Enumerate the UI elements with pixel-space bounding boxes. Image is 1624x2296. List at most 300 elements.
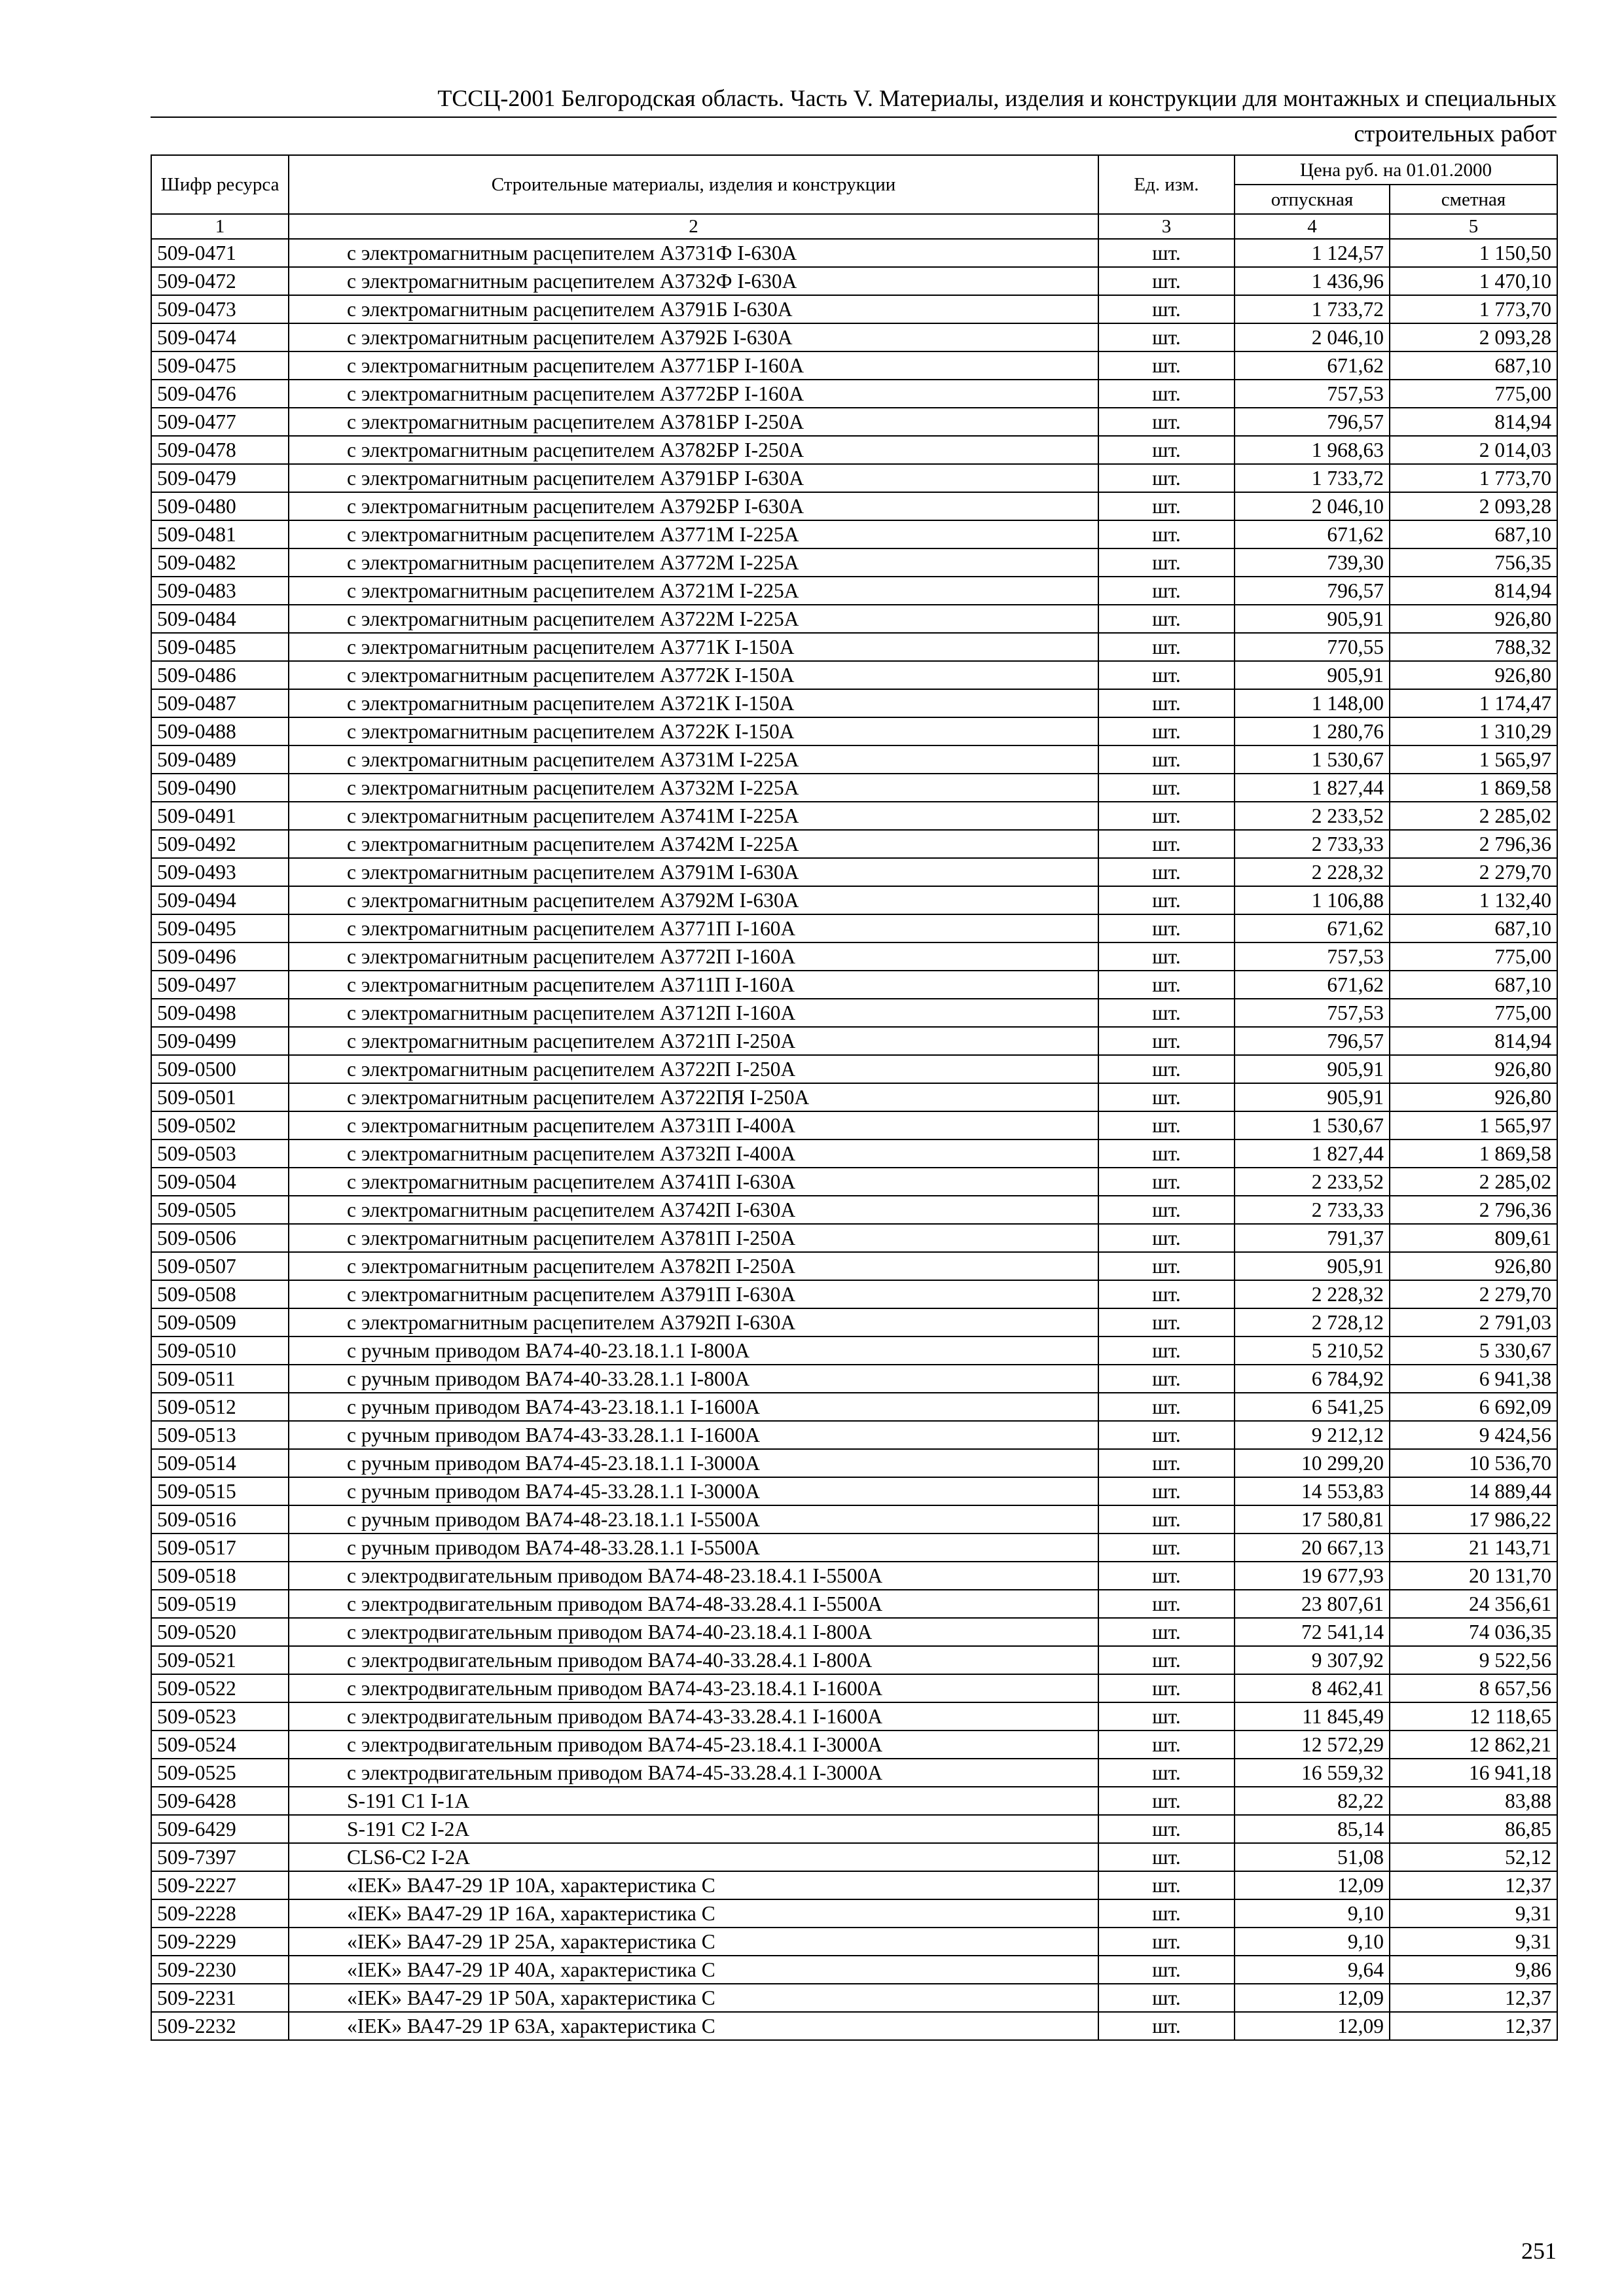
unit-cell: шт. — [1098, 1562, 1235, 1590]
price-table-body — [151, 239, 1557, 2040]
resource-code-cell: 509-0521 — [151, 1646, 289, 1674]
estimate-price-cell: 687,10 — [1390, 971, 1557, 999]
release-price-cell: 1 530,67 — [1235, 1111, 1390, 1139]
material-name-cell: «IEK» ВА47-29 1Р 63А, характеристика С — [289, 2012, 1098, 2040]
material-name-cell: с электродвигательным приводом ВА74-48-33.28.4.1 I-5500А — [289, 1590, 1098, 1618]
estimate-price-cell: 74 036,35 — [1390, 1618, 1557, 1646]
table-row — [151, 1815, 1557, 1843]
material-name-cell: с ручным приводом ВА74-48-33.28.1.1 I-5500А — [289, 1534, 1098, 1562]
table-row — [151, 942, 1557, 971]
unit-cell: шт. — [1098, 1956, 1235, 1984]
estimate-price-cell: 5 330,67 — [1390, 1336, 1557, 1365]
table-row — [151, 661, 1557, 689]
material-name-cell: с электродвигательным приводом ВА74-43-23.18.4.1 I-1600А — [289, 1674, 1098, 1702]
unit-cell: шт. — [1098, 1055, 1235, 1083]
estimate-price-cell: 814,94 — [1390, 1027, 1557, 1055]
estimate-price-cell: 52,12 — [1390, 1843, 1557, 1871]
resource-code-cell: 509-7397 — [151, 1843, 289, 1871]
material-name-cell: с ручным приводом ВА74-40-33.28.1.1 I-800А — [289, 1365, 1098, 1393]
table-row — [151, 1027, 1557, 1055]
table-row — [151, 464, 1557, 492]
material-name-cell: с электромагнитным расцепителем А3771П I-160А — [289, 914, 1098, 942]
resource-code-cell: 509-0515 — [151, 1477, 289, 1505]
unit-cell: шт. — [1098, 323, 1235, 351]
table-row — [151, 1731, 1557, 1759]
unit-cell: шт. — [1098, 436, 1235, 464]
estimate-price-cell: 17 986,22 — [1390, 1505, 1557, 1534]
release-price-cell: 9 307,92 — [1235, 1646, 1390, 1674]
unit-cell: шт. — [1098, 802, 1235, 830]
table-row — [151, 520, 1557, 548]
resource-code-cell: 509-2231 — [151, 1984, 289, 2012]
material-name-cell: с электромагнитным расцепителем А3772М I-225А — [289, 548, 1098, 577]
resource-code-cell: 509-0523 — [151, 1702, 289, 1731]
estimate-price-cell: 12,37 — [1390, 2012, 1557, 2040]
material-name-cell: «IEK» ВА47-29 1Р 10А, характеристика С — [289, 1871, 1098, 1899]
release-price-cell: 1 968,63 — [1235, 436, 1390, 464]
unit-cell: шт. — [1098, 1759, 1235, 1787]
resource-code-cell: 509-0512 — [151, 1393, 289, 1421]
estimate-price-cell: 12,37 — [1390, 1871, 1557, 1899]
unit-cell: шт. — [1098, 1393, 1235, 1421]
unit-cell: шт. — [1098, 1590, 1235, 1618]
header-rule — [151, 117, 1557, 118]
release-price-cell: 12,09 — [1235, 1871, 1390, 1899]
release-price-cell: 791,37 — [1235, 1224, 1390, 1252]
estimate-price-cell: 1 773,70 — [1390, 295, 1557, 323]
estimate-price-cell: 775,00 — [1390, 380, 1557, 408]
release-price-cell: 739,30 — [1235, 548, 1390, 577]
unit-cell: шт. — [1098, 661, 1235, 689]
unit-cell: шт. — [1098, 971, 1235, 999]
resource-code-cell: 509-0482 — [151, 548, 289, 577]
estimate-price-cell: 6 941,38 — [1390, 1365, 1557, 1393]
material-name-cell: с электродвигательным приводом ВА74-43-33.28.4.1 I-1600А — [289, 1702, 1098, 1731]
unit-cell: шт. — [1098, 1224, 1235, 1252]
material-name-cell: с электродвигательным приводом ВА74-40-23.18.4.1 I-800А — [289, 1618, 1098, 1646]
material-name-cell: S-191 C2 I-2А — [289, 1815, 1098, 1843]
unit-cell: шт. — [1098, 492, 1235, 520]
table-row — [151, 1336, 1557, 1365]
material-name-cell: с электромагнитным расцепителем А3722ПЯ I-250А — [289, 1083, 1098, 1111]
table-row — [151, 1449, 1557, 1477]
resource-code-cell: 509-0474 — [151, 323, 289, 351]
estimate-price-cell: 926,80 — [1390, 1083, 1557, 1111]
unit-cell: шт. — [1098, 351, 1235, 380]
material-name-cell: с электромагнитным расцепителем А3791БР I-630А — [289, 464, 1098, 492]
release-price-cell: 12,09 — [1235, 1984, 1390, 2012]
estimate-price-cell: 9,31 — [1390, 1899, 1557, 1928]
table-row — [151, 999, 1557, 1027]
release-price-cell: 72 541,14 — [1235, 1618, 1390, 1646]
material-name-cell: с электромагнитным расцепителем А3722П I-250А — [289, 1055, 1098, 1083]
resource-code-cell: 509-0498 — [151, 999, 289, 1027]
estimate-price-cell: 814,94 — [1390, 577, 1557, 605]
estimate-price-cell: 2 791,03 — [1390, 1308, 1557, 1336]
table-row — [151, 1928, 1557, 1956]
table-row — [151, 1956, 1557, 1984]
estimate-price-cell: 9,31 — [1390, 1928, 1557, 1956]
table-row — [151, 1590, 1557, 1618]
price-table — [151, 154, 1558, 2041]
table-row — [151, 858, 1557, 886]
release-price-cell: 2 728,12 — [1235, 1308, 1390, 1336]
unit-cell: шт. — [1098, 830, 1235, 858]
resource-code-cell: 509-0493 — [151, 858, 289, 886]
material-name-cell: с электромагнитным расцепителем А3772К I-150А — [289, 661, 1098, 689]
unit-cell: шт. — [1098, 408, 1235, 436]
release-price-cell: 757,53 — [1235, 999, 1390, 1027]
table-row — [151, 1646, 1557, 1674]
unit-cell: шт. — [1098, 1168, 1235, 1196]
unit-cell: шт. — [1098, 1365, 1235, 1393]
resource-code-cell: 509-0484 — [151, 605, 289, 633]
release-price-cell: 1 827,44 — [1235, 1139, 1390, 1168]
col-header-code: Шифр ресурса — [151, 155, 289, 214]
estimate-price-cell: 21 143,71 — [1390, 1534, 1557, 1562]
table-row — [151, 717, 1557, 745]
resource-code-cell: 509-0520 — [151, 1618, 289, 1646]
table-row — [151, 1843, 1557, 1871]
material-name-cell: с ручным приводом ВА74-40-23.18.1.1 I-800А — [289, 1336, 1098, 1365]
table-row — [151, 689, 1557, 717]
table-row — [151, 1196, 1557, 1224]
resource-code-cell: 509-0500 — [151, 1055, 289, 1083]
material-name-cell: с электромагнитным расцепителем А3782БР I-250А — [289, 436, 1098, 464]
material-name-cell: с электромагнитным расцепителем А3712П I-160А — [289, 999, 1098, 1027]
unit-cell: шт. — [1098, 1815, 1235, 1843]
material-name-cell: с электромагнитным расцепителем А3792М I-630А — [289, 886, 1098, 914]
col-header-unit: Ед. изм. — [1098, 155, 1235, 214]
material-name-cell: с электромагнитным расцепителем А3721М I-225А — [289, 577, 1098, 605]
resource-code-cell: 509-0499 — [151, 1027, 289, 1055]
release-price-cell: 2 046,10 — [1235, 492, 1390, 520]
unit-cell: шт. — [1098, 1280, 1235, 1308]
estimate-price-cell: 1 470,10 — [1390, 267, 1557, 295]
release-price-cell: 10 299,20 — [1235, 1449, 1390, 1477]
unit-cell: шт. — [1098, 1252, 1235, 1280]
resource-code-cell: 509-2230 — [151, 1956, 289, 1984]
material-name-cell: с электромагнитным расцепителем А3721К I-150А — [289, 689, 1098, 717]
estimate-price-cell: 12,37 — [1390, 1984, 1557, 2012]
material-name-cell: с электромагнитным расцепителем А3772БР I-160А — [289, 380, 1098, 408]
table-row — [151, 408, 1557, 436]
material-name-cell: с электромагнитным расцепителем А3791Б I-630А — [289, 295, 1098, 323]
release-price-cell: 905,91 — [1235, 1252, 1390, 1280]
col-header-price: Цена руб. на 01.01.2000 — [1235, 155, 1557, 185]
unit-cell: шт. — [1098, 1843, 1235, 1871]
unit-cell: шт. — [1098, 1646, 1235, 1674]
unit-cell: шт. — [1098, 1477, 1235, 1505]
estimate-price-cell: 9,86 — [1390, 1956, 1557, 1984]
col-header-estimate-price: сметная — [1390, 185, 1557, 214]
resource-code-cell: 509-0489 — [151, 745, 289, 774]
col-header-name: Строительные материалы, изделия и конструкции — [289, 155, 1098, 214]
unit-cell: шт. — [1098, 999, 1235, 1027]
release-price-cell: 9 212,12 — [1235, 1421, 1390, 1449]
estimate-price-cell: 775,00 — [1390, 999, 1557, 1027]
table-row — [151, 1421, 1557, 1449]
estimate-price-cell: 1 150,50 — [1390, 239, 1557, 267]
release-price-cell: 5 210,52 — [1235, 1336, 1390, 1365]
resource-code-cell: 509-0483 — [151, 577, 289, 605]
table-row — [151, 1702, 1557, 1731]
table-row — [151, 239, 1557, 267]
resource-code-cell: 509-0487 — [151, 689, 289, 717]
estimate-price-cell: 24 356,61 — [1390, 1590, 1557, 1618]
release-price-cell: 6 784,92 — [1235, 1365, 1390, 1393]
material-name-cell: с электромагнитным расцепителем А3771К I-150А — [289, 633, 1098, 661]
material-name-cell: с электромагнитным расцепителем А3741М I-225А — [289, 802, 1098, 830]
material-name-cell: CLS6-C2 I-2А — [289, 1843, 1098, 1871]
table-row — [151, 1984, 1557, 2012]
material-name-cell: с электромагнитным расцепителем А3771БР I-160А — [289, 351, 1098, 380]
table-row — [151, 745, 1557, 774]
unit-cell: шт. — [1098, 577, 1235, 605]
estimate-price-cell: 2 093,28 — [1390, 323, 1557, 351]
table-row — [151, 1477, 1557, 1505]
unit-cell: шт. — [1098, 1731, 1235, 1759]
estimate-price-cell: 8 657,56 — [1390, 1674, 1557, 1702]
table-row — [151, 1787, 1557, 1815]
release-price-cell: 796,57 — [1235, 577, 1390, 605]
table-row — [151, 1871, 1557, 1899]
release-price-cell: 16 559,32 — [1235, 1759, 1390, 1787]
col-header-release-price: отпускная — [1235, 185, 1390, 214]
release-price-cell: 1 436,96 — [1235, 267, 1390, 295]
table-row — [151, 351, 1557, 380]
material-name-cell: с электромагнитным расцепителем А3792БР I-630А — [289, 492, 1098, 520]
resource-code-cell: 509-6429 — [151, 1815, 289, 1843]
table-row — [151, 2012, 1557, 2040]
release-price-cell: 671,62 — [1235, 914, 1390, 942]
estimate-price-cell: 756,35 — [1390, 548, 1557, 577]
column-number: 4 — [1235, 214, 1390, 239]
material-name-cell: с электромагнитным расцепителем А3792П I-630А — [289, 1308, 1098, 1336]
unit-cell: шт. — [1098, 2012, 1235, 2040]
table-row — [151, 633, 1557, 661]
material-name-cell: с электромагнитным расцепителем А3732М I-225А — [289, 774, 1098, 802]
estimate-price-cell: 10 536,70 — [1390, 1449, 1557, 1477]
estimate-price-cell: 1 869,58 — [1390, 774, 1557, 802]
material-name-cell: с электромагнитным расцепителем А3791П I-630А — [289, 1280, 1098, 1308]
unit-cell: шт. — [1098, 717, 1235, 745]
estimate-price-cell: 1 869,58 — [1390, 1139, 1557, 1168]
material-name-cell: с электромагнитным расцепителем А3722М I-225А — [289, 605, 1098, 633]
resource-code-cell: 509-0517 — [151, 1534, 289, 1562]
resource-code-cell: 509-2227 — [151, 1871, 289, 1899]
table-row — [151, 1111, 1557, 1139]
unit-cell: шт. — [1098, 1899, 1235, 1928]
resource-code-cell: 509-2228 — [151, 1899, 289, 1928]
resource-code-cell: 509-0503 — [151, 1139, 289, 1168]
release-price-cell: 2 233,52 — [1235, 802, 1390, 830]
material-name-cell: с электромагнитным расцепителем А3731Ф I-630А — [289, 239, 1098, 267]
resource-code-cell: 509-6428 — [151, 1787, 289, 1815]
table-row — [151, 830, 1557, 858]
estimate-price-cell: 12 118,65 — [1390, 1702, 1557, 1731]
unit-cell: шт. — [1098, 914, 1235, 942]
estimate-price-cell: 9 424,56 — [1390, 1421, 1557, 1449]
column-number: 5 — [1390, 214, 1557, 239]
material-name-cell: с электромагнитным расцепителем А3742П I-630А — [289, 1196, 1098, 1224]
table-row — [151, 1224, 1557, 1252]
table-row — [151, 577, 1557, 605]
estimate-price-cell: 1 565,97 — [1390, 1111, 1557, 1139]
material-name-cell: с электромагнитным расцепителем А3742М I-225А — [289, 830, 1098, 858]
resource-code-cell: 509-0501 — [151, 1083, 289, 1111]
estimate-price-cell: 814,94 — [1390, 408, 1557, 436]
unit-cell: шт. — [1098, 380, 1235, 408]
release-price-cell: 9,10 — [1235, 1928, 1390, 1956]
estimate-price-cell: 926,80 — [1390, 605, 1557, 633]
estimate-price-cell: 1 565,97 — [1390, 745, 1557, 774]
material-name-cell: «IEK» ВА47-29 1Р 40А, характеристика С — [289, 1956, 1098, 1984]
release-price-cell: 85,14 — [1235, 1815, 1390, 1843]
estimate-price-cell: 1 773,70 — [1390, 464, 1557, 492]
table-row — [151, 1505, 1557, 1534]
release-price-cell: 905,91 — [1235, 1083, 1390, 1111]
release-price-cell: 6 541,25 — [1235, 1393, 1390, 1421]
estimate-price-cell: 2 279,70 — [1390, 1280, 1557, 1308]
material-name-cell: с электромагнитным расцепителем А3731М I-225А — [289, 745, 1098, 774]
release-price-cell: 1 124,57 — [1235, 239, 1390, 267]
table-row — [151, 436, 1557, 464]
unit-cell: шт. — [1098, 1674, 1235, 1702]
table-row — [151, 1055, 1557, 1083]
column-number-row — [151, 214, 1557, 239]
resource-code-cell: 509-0505 — [151, 1196, 289, 1224]
release-price-cell: 12 572,29 — [1235, 1731, 1390, 1759]
release-price-cell: 770,55 — [1235, 633, 1390, 661]
release-price-cell: 796,57 — [1235, 408, 1390, 436]
price-table-head — [151, 155, 1557, 239]
table-row — [151, 802, 1557, 830]
estimate-price-cell: 687,10 — [1390, 914, 1557, 942]
unit-cell: шт. — [1098, 1308, 1235, 1336]
unit-cell: шт. — [1098, 1787, 1235, 1815]
unit-cell: шт. — [1098, 633, 1235, 661]
estimate-price-cell: 14 889,44 — [1390, 1477, 1557, 1505]
resource-code-cell: 509-0525 — [151, 1759, 289, 1787]
unit-cell: шт. — [1098, 1618, 1235, 1646]
resource-code-cell: 509-0480 — [151, 492, 289, 520]
resource-code-cell: 509-2229 — [151, 1928, 289, 1956]
release-price-cell: 12,09 — [1235, 2012, 1390, 2040]
table-row — [151, 1083, 1557, 1111]
unit-cell: шт. — [1098, 1083, 1235, 1111]
resource-code-cell: 509-0494 — [151, 886, 289, 914]
unit-cell: шт. — [1098, 886, 1235, 914]
release-price-cell: 905,91 — [1235, 605, 1390, 633]
unit-cell: шт. — [1098, 520, 1235, 548]
resource-code-cell: 509-0496 — [151, 942, 289, 971]
table-row — [151, 492, 1557, 520]
table-row — [151, 1252, 1557, 1280]
unit-cell: шт. — [1098, 1196, 1235, 1224]
release-price-cell: 82,22 — [1235, 1787, 1390, 1815]
release-price-cell: 9,64 — [1235, 1956, 1390, 1984]
material-name-cell: с электромагнитным расцепителем А3721П I-250А — [289, 1027, 1098, 1055]
unit-cell: шт. — [1098, 689, 1235, 717]
release-price-cell: 2 233,52 — [1235, 1168, 1390, 1196]
material-name-cell: с электродвигательным приводом ВА74-40-33.28.4.1 I-800А — [289, 1646, 1098, 1674]
resource-code-cell: 509-0497 — [151, 971, 289, 999]
unit-cell: шт. — [1098, 1534, 1235, 1562]
resource-code-cell: 509-0511 — [151, 1365, 289, 1393]
material-name-cell: с электромагнитным расцепителем А3732Ф I-630А — [289, 267, 1098, 295]
estimate-price-cell: 926,80 — [1390, 661, 1557, 689]
estimate-price-cell: 9 522,56 — [1390, 1646, 1557, 1674]
material-name-cell: с электромагнитным расцепителем А3782П I-250А — [289, 1252, 1098, 1280]
resource-code-cell: 509-0485 — [151, 633, 289, 661]
resource-code-cell: 509-0495 — [151, 914, 289, 942]
release-price-cell: 9,10 — [1235, 1899, 1390, 1928]
material-name-cell: «IEK» ВА47-29 1Р 16А, характеристика С — [289, 1899, 1098, 1928]
estimate-price-cell: 2 014,03 — [1390, 436, 1557, 464]
unit-cell: шт. — [1098, 858, 1235, 886]
release-price-cell: 8 462,41 — [1235, 1674, 1390, 1702]
resource-code-cell: 509-0472 — [151, 267, 289, 295]
release-price-cell: 757,53 — [1235, 942, 1390, 971]
unit-cell: шт. — [1098, 1449, 1235, 1477]
material-name-cell: с электромагнитным расцепителем А3722К I-150А — [289, 717, 1098, 745]
release-price-cell: 14 553,83 — [1235, 1477, 1390, 1505]
table-row — [151, 295, 1557, 323]
release-price-cell: 11 845,49 — [1235, 1702, 1390, 1731]
estimate-price-cell: 2 796,36 — [1390, 1196, 1557, 1224]
release-price-cell: 2 228,32 — [1235, 858, 1390, 886]
table-row — [151, 380, 1557, 408]
estimate-price-cell: 12 862,21 — [1390, 1731, 1557, 1759]
resource-code-cell: 509-0508 — [151, 1280, 289, 1308]
release-price-cell: 2 228,32 — [1235, 1280, 1390, 1308]
material-name-cell: с электромагнитным расцепителем А3792Б I-630А — [289, 323, 1098, 351]
estimate-price-cell: 1 132,40 — [1390, 886, 1557, 914]
resource-code-cell: 509-0479 — [151, 464, 289, 492]
resource-code-cell: 509-2232 — [151, 2012, 289, 2040]
resource-code-cell: 509-0509 — [151, 1308, 289, 1336]
estimate-price-cell: 20 131,70 — [1390, 1562, 1557, 1590]
estimate-price-cell: 809,61 — [1390, 1224, 1557, 1252]
release-price-cell: 1 827,44 — [1235, 774, 1390, 802]
unit-cell: шт. — [1098, 1505, 1235, 1534]
unit-cell: шт. — [1098, 605, 1235, 633]
table-row — [151, 1618, 1557, 1646]
estimate-price-cell: 6 692,09 — [1390, 1393, 1557, 1421]
release-price-cell: 757,53 — [1235, 380, 1390, 408]
release-price-cell: 1 148,00 — [1235, 689, 1390, 717]
unit-cell: шт. — [1098, 1984, 1235, 2012]
table-row — [151, 1759, 1557, 1787]
material-name-cell: с электромагнитным расцепителем А3781П I-250А — [289, 1224, 1098, 1252]
estimate-price-cell: 86,85 — [1390, 1815, 1557, 1843]
resource-code-cell: 509-0507 — [151, 1252, 289, 1280]
estimate-price-cell: 926,80 — [1390, 1055, 1557, 1083]
table-row — [151, 1393, 1557, 1421]
estimate-price-cell: 2 279,70 — [1390, 858, 1557, 886]
unit-cell: шт. — [1098, 1871, 1235, 1899]
material-name-cell: «IEK» ВА47-29 1Р 50А, характеристика С — [289, 1984, 1098, 2012]
resource-code-cell: 509-0524 — [151, 1731, 289, 1759]
table-row — [151, 914, 1557, 942]
material-name-cell: S-191 C1 I-1А — [289, 1787, 1098, 1815]
estimate-price-cell: 687,10 — [1390, 520, 1557, 548]
unit-cell: шт. — [1098, 1336, 1235, 1365]
release-price-cell: 1 106,88 — [1235, 886, 1390, 914]
table-row — [151, 1365, 1557, 1393]
release-price-cell: 51,08 — [1235, 1843, 1390, 1871]
